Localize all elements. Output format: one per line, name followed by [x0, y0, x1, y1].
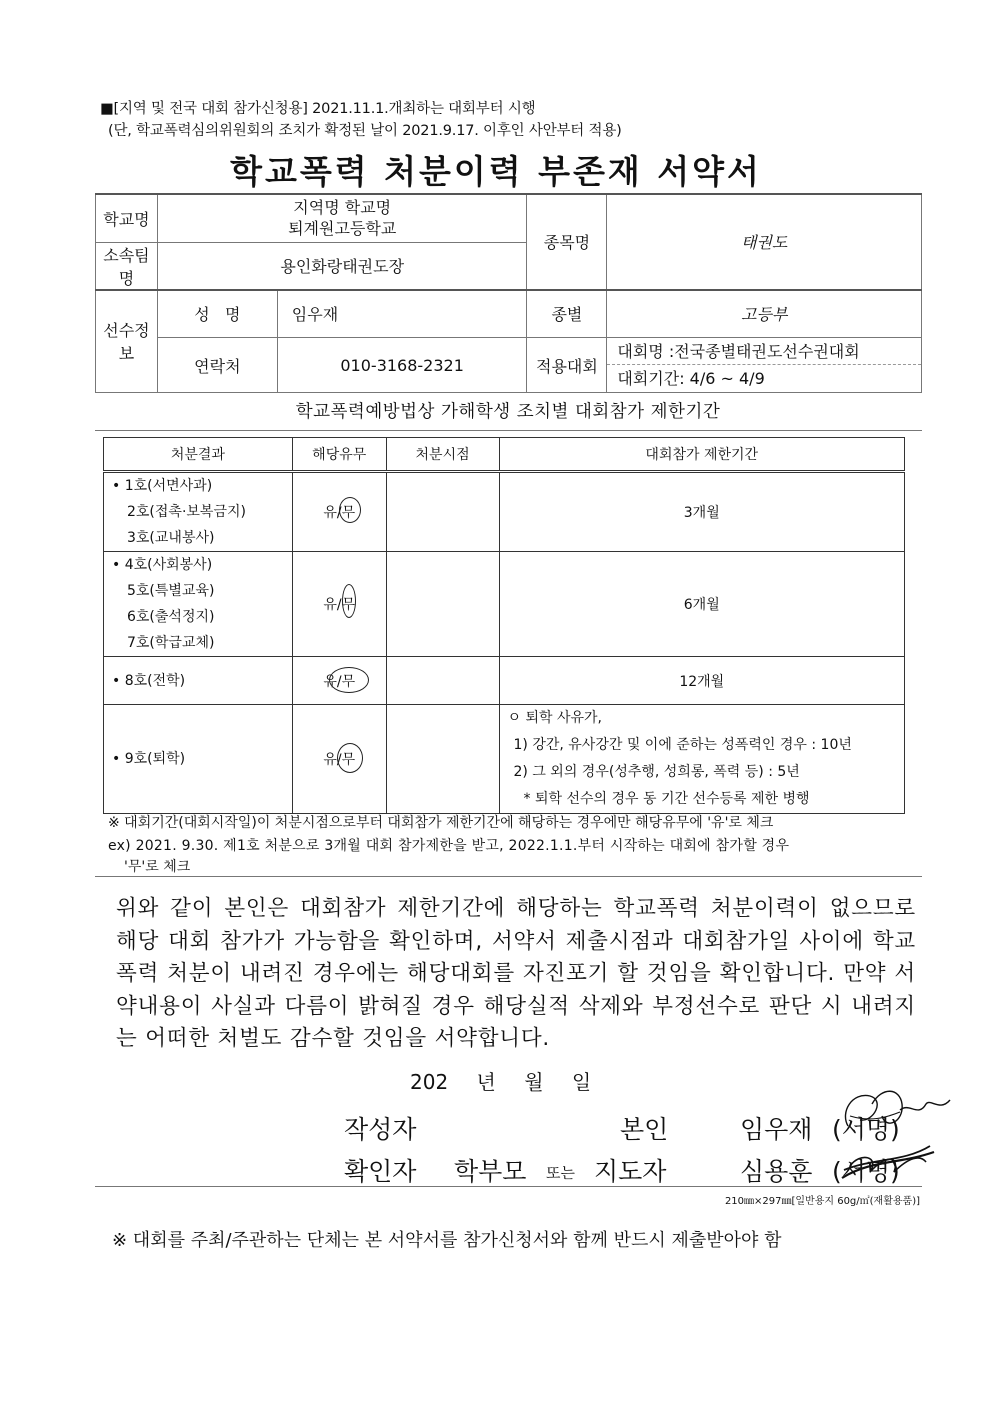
name-value: 임우재 — [277, 290, 527, 338]
footnote-2: ex) 2021. 9.30. 제1호 처분으로 3개월 대회 참가제한을 받고, 2022.1.1.부터 시작하는 대회에 참가할 경우 — [108, 838, 790, 854]
measure-item: • 9호(퇴학) — [112, 751, 186, 767]
measure-item: 3호(교내봉사) — [127, 530, 215, 546]
divider — [95, 430, 922, 431]
division-value: 고등부 — [607, 290, 922, 338]
final-note: ※ 대회를 주최/주관하는 단체는 본 서약서를 참가신청서와 함께 반드시 제출받아야 함 — [112, 1230, 782, 1251]
notice-line-2: (단, 학교폭력심의위원회의 조치가 확정된 날이 2021.9.17. 이후인 사안부터 적용) — [108, 123, 622, 139]
detail-line: * 퇴학 선수의 경우 동 기간 선수등록 제한 병행 — [523, 791, 810, 807]
contact-label: 연락처 — [157, 338, 277, 393]
header-restriction: 대회참가 제한기간 — [499, 438, 904, 472]
header-time: 처분시점 — [386, 438, 499, 472]
restriction-period: 12개월 — [499, 657, 904, 705]
competition-label: 적용대회 — [527, 338, 607, 393]
document-title: 학교폭력 처분이력 부존재 서약서 — [230, 152, 762, 191]
measure-item: 2호(접촉·보복금지) — [127, 504, 246, 520]
confirmer-label: 확인자 — [344, 1157, 417, 1186]
confirmer-sign-field[interactable]: (서명) — [832, 1157, 900, 1186]
team-label: 소속팀명 — [96, 242, 158, 290]
team-value: 용인화랑태권도장 — [157, 242, 527, 290]
detail-line: 2) 그 외의 경우(성추행, 성희롱, 폭력 등) : 5년 — [513, 764, 800, 780]
measure-item: 7호(학급교체) — [127, 635, 215, 651]
restriction-period: 6개월 — [499, 552, 904, 657]
writer-label: 작성자 — [344, 1115, 417, 1144]
confirmer-or: 또는 — [546, 1164, 575, 1182]
event-value: 태권도 — [607, 194, 922, 290]
confirmer-role-parent: 학부모 — [454, 1157, 527, 1186]
detail-line: 1) 강간, 유사강간 및 이에 준하는 성폭력인 경우 : 10년 — [513, 737, 852, 753]
notice-line-1: ■[지역 및 전국 대회 참가신청용] 2021.11.1.개최하는 대회부터 시행 — [100, 101, 536, 117]
footnote-1: ※ 대회기간(대회시작일)이 처분시점으로부터 대회참가 제한기간에 해당하는 경우에만 해당유무에 '유'로 체크 — [108, 815, 774, 831]
writer-name: 임우재 — [740, 1115, 813, 1144]
circle-mark — [339, 497, 361, 523]
measure-item: • 1호(서면사과) — [112, 478, 213, 494]
confirmer-name: 심용훈 — [740, 1157, 813, 1186]
measure-item: 6호(출석정지) — [127, 609, 215, 625]
detail-line: ㅇ 퇴학 사유가, — [507, 710, 603, 726]
competition-value — [607, 338, 922, 393]
section-title: 학교폭력예방법상 가해학생 조치별 대회참가 제한기간 — [295, 402, 721, 422]
info-table — [95, 193, 922, 393]
writer-sign-field[interactable]: (서명) — [832, 1115, 900, 1144]
measure-item: 5호(특별교육) — [127, 583, 215, 599]
competition-period: 대회기간: 4/6 ~ 4/9 — [617, 369, 765, 388]
table-row — [104, 552, 905, 657]
restriction-period: 3개월 — [499, 472, 904, 552]
table-row — [104, 657, 905, 705]
player-info-label: 선수정보 — [96, 290, 158, 393]
school-label: 학교명 — [96, 194, 158, 242]
confirmer-role-coach: 지도자 — [594, 1157, 667, 1186]
circle-mark — [337, 743, 363, 773]
measures-table — [103, 437, 905, 814]
name-label: 성 명 — [157, 290, 277, 338]
header-result: 처분결과 — [104, 438, 293, 472]
event-label: 종목명 — [527, 194, 607, 290]
measure-item: • 4호(사회봉사) — [112, 557, 213, 573]
handwritten-signature — [830, 1082, 960, 1192]
contact-value: 010-3168-2321 — [277, 338, 527, 393]
footnote-3: '무'로 체크 — [124, 859, 191, 875]
division-label: 종별 — [527, 290, 607, 338]
measure-item: • 8호(전학) — [112, 672, 186, 689]
yes-no-check[interactable]: 유/무 — [323, 502, 355, 522]
circle-mark — [329, 667, 369, 693]
divider — [95, 876, 922, 877]
yes-no-check[interactable]: 유/무 — [323, 749, 355, 769]
date-line: 202 년 월 일 — [410, 1070, 592, 1094]
table-row — [104, 472, 905, 552]
table-row — [104, 705, 905, 814]
expulsion-detail — [499, 705, 904, 814]
competition-name: 대회명 :전국종별태권도선수권대회 — [607, 338, 921, 365]
yes-no-check[interactable]: 유/무 — [323, 594, 355, 614]
header-applicable: 해당유무 — [292, 438, 386, 472]
divider — [95, 1186, 922, 1187]
yes-no-check[interactable]: 유/무 — [323, 671, 355, 691]
school-region-text: 지역명 학교명 — [293, 198, 392, 218]
pledge-text: 위와 같이 본인은 대회참가 제한기간에 해당하는 학교폭력 처분이력이 없으므로 해당 대회 참가가 가능함을 확인하며, 서약서 제출시점과 대회참가일 사이에 학교폭력 처분이 내려진 경우에는 해당대회를 자진포기 할 것임을 확인합니다. 만약 서약내용이 사실과 다름이 밝혀질 경우 해당실적 삭제와 부정선수로 판단 시 내려지는 어떠한 처벌도 감수할 것임을 서약합니다. — [116, 896, 916, 1051]
paper-spec: 210㎜×297㎜[일반용지 60g/㎡(재활용품)] — [724, 1196, 920, 1207]
school-name-text: 퇴계원고등학교 — [288, 219, 397, 239]
school-value — [157, 194, 527, 242]
writer-role: 본인 — [620, 1115, 669, 1144]
